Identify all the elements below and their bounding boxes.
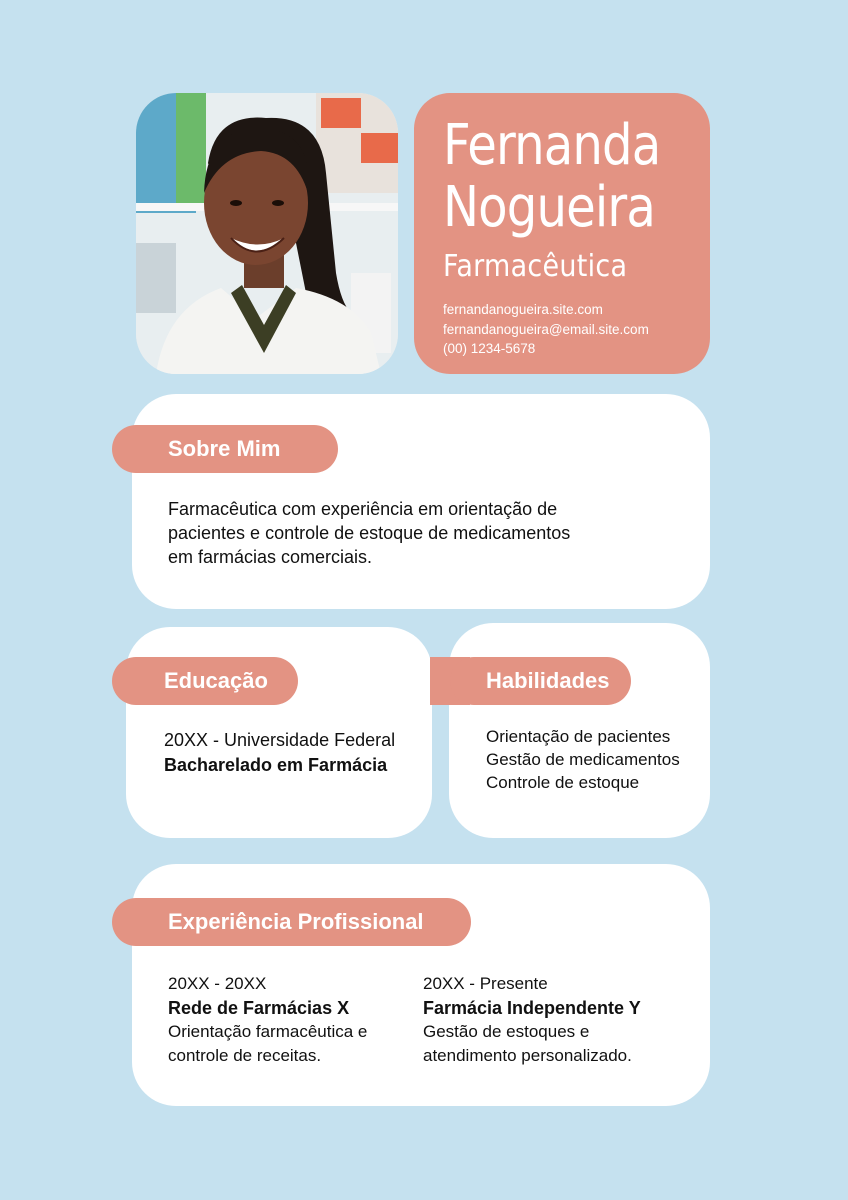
email-link[interactable]: fernandanogueira@email.site.com: [443, 321, 649, 337]
experience-heading: Experiência Profissional: [112, 898, 471, 946]
job-entry: [423, 972, 641, 1068]
skills-heading: Habilidades: [450, 657, 631, 705]
job-company: Farmácia Independente Y: [423, 998, 641, 1018]
job-title: Farmacêutica: [443, 249, 628, 284]
job-description: controle de receitas.: [168, 1046, 322, 1065]
job-company: Rede de Farmácias X: [168, 998, 350, 1018]
profile-photo: [136, 93, 398, 374]
phone-number: (00) 1234-5678: [443, 341, 536, 356]
job-period: 20XX - 20XX: [168, 974, 267, 993]
education-text: [164, 728, 395, 777]
skill-item: Orientação de pacientes: [486, 727, 671, 746]
contact-list: [443, 300, 710, 359]
about-line: Farmacêutica com experiência em orientação de: [168, 499, 558, 519]
last-name: Nogueira: [443, 175, 656, 240]
job-description: Gestão de estoques e: [423, 1022, 590, 1041]
job-description: atendimento personalizado.: [423, 1046, 632, 1065]
website-link[interactable]: fernandanogueira.site.com: [443, 302, 603, 317]
skill-item: Controle de estoque: [486, 773, 640, 792]
education-heading: Educação: [112, 657, 298, 705]
about-line: em farmácias comerciais.: [168, 547, 373, 567]
skills-list: [486, 725, 680, 794]
job-period: 20XX - Presente: [423, 974, 548, 993]
job-entry: [168, 972, 367, 1068]
first-name: Fernanda: [443, 113, 661, 178]
about-text: [168, 497, 570, 569]
education-degree: Bacharelado em Farmácia: [164, 755, 388, 775]
portrait-photo-image: [136, 93, 398, 374]
about-line: pacientes e controle de estoque de medicamentos: [168, 523, 571, 543]
about-heading: Sobre Mim: [112, 425, 338, 473]
education-institution: 20XX - Universidade Federal: [164, 730, 396, 750]
header-card: [414, 93, 710, 374]
job-description: Orientação farmacêutica e: [168, 1022, 368, 1041]
skill-item: Gestão de medicamentos: [486, 750, 680, 769]
